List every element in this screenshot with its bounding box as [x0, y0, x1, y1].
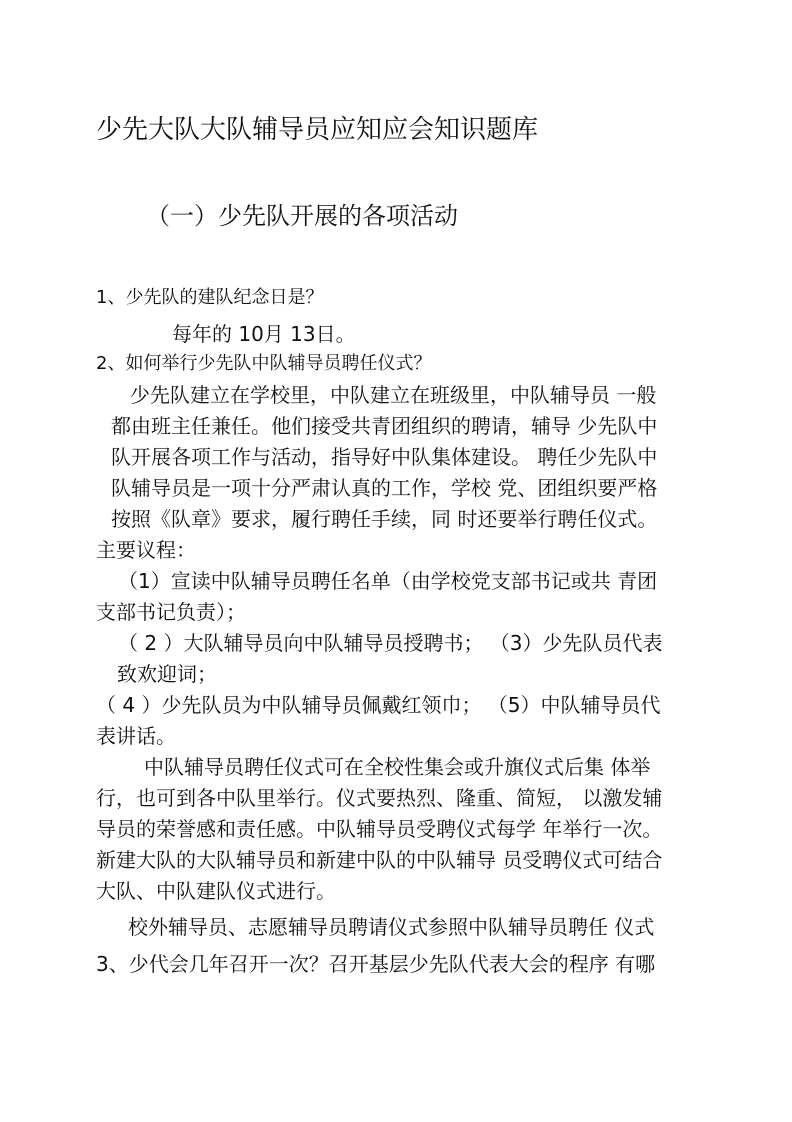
question-3: 3、少代会几年召开一次？召开基层少先队代表大会的程序 有哪 — [96, 952, 656, 976]
paragraph-3-line-1: 校外辅导员、志愿辅导员聘请仪式参照中队辅导员聘任 仪式 — [128, 915, 655, 939]
paragraph-2-line-2: 行，也可到各中队里举行。仪式要热烈、隆重、简短， 以激发辅 — [96, 786, 663, 810]
answer-2-line-4: 队辅导员是一项十分严肃认真的工作，学校 党、团组织要严格 — [111, 476, 658, 500]
agenda-item-1-cont: 支部书记负责）； — [96, 600, 246, 624]
answer-2-line-5: 按照《队章》要求，履行聘任手续，同 时还要举行聘任仪式。 — [111, 507, 658, 531]
paragraph-2-line-5: 大队、中队建队仪式进行。 — [96, 879, 336, 903]
answer-2-line-2: 都由班主任兼任。他们接受共青团组织的聘请，辅导 少先队中 — [111, 414, 658, 438]
agenda-item-3-cont: 致欢迎词； — [117, 662, 217, 686]
answer-2-line-1: 少先队建立在学校里，中队建立在班级里，中队辅导员 一般 — [130, 383, 657, 407]
section-heading: （一）少先队开展的各项活动 — [146, 202, 458, 230]
agenda-heading: 主要议程： — [96, 538, 196, 562]
agenda-item-5-cont: 表讲话。 — [96, 724, 176, 748]
paragraph-2-line-3: 导员的荣誉感和责任感。中队辅导员受聘仪式每学 年举行一次。 — [96, 817, 663, 841]
agenda-item-4-5: （ 4 ）少先队员为中队辅导员佩戴红领巾； （5）中队辅导员代 — [96, 693, 661, 717]
paragraph-2-line-4: 新建大队的大队辅导员和新建中队的中队辅导 员受聘仪式可结合 — [96, 848, 663, 872]
answer-1: 每年的 10月 13日。 — [172, 322, 356, 346]
document-title: 少先大队大队辅导员应知应会知识题库 — [96, 115, 539, 145]
agenda-item-1: （1）宣读中队辅导员聘任名单（由学校党支部书记或共 青团 — [118, 569, 658, 593]
question-1: 1、少先队的建队纪念日是？ — [96, 287, 324, 308]
agenda-item-2-3: （ 2 ）大队辅导员向中队辅导员授聘书； （3）少先队员代表 — [118, 631, 663, 655]
question-2: 2、如何举行少先队中队辅导员聘任仪式？ — [96, 353, 432, 374]
paragraph-2-line-1: 中队辅导员聘任仪式可在全校性集会或升旗仪式后集 体举 — [144, 755, 651, 779]
answer-2-line-3: 队开展各项工作与活动，指导好中队集体建设。 聘任少先队中 — [111, 445, 658, 469]
